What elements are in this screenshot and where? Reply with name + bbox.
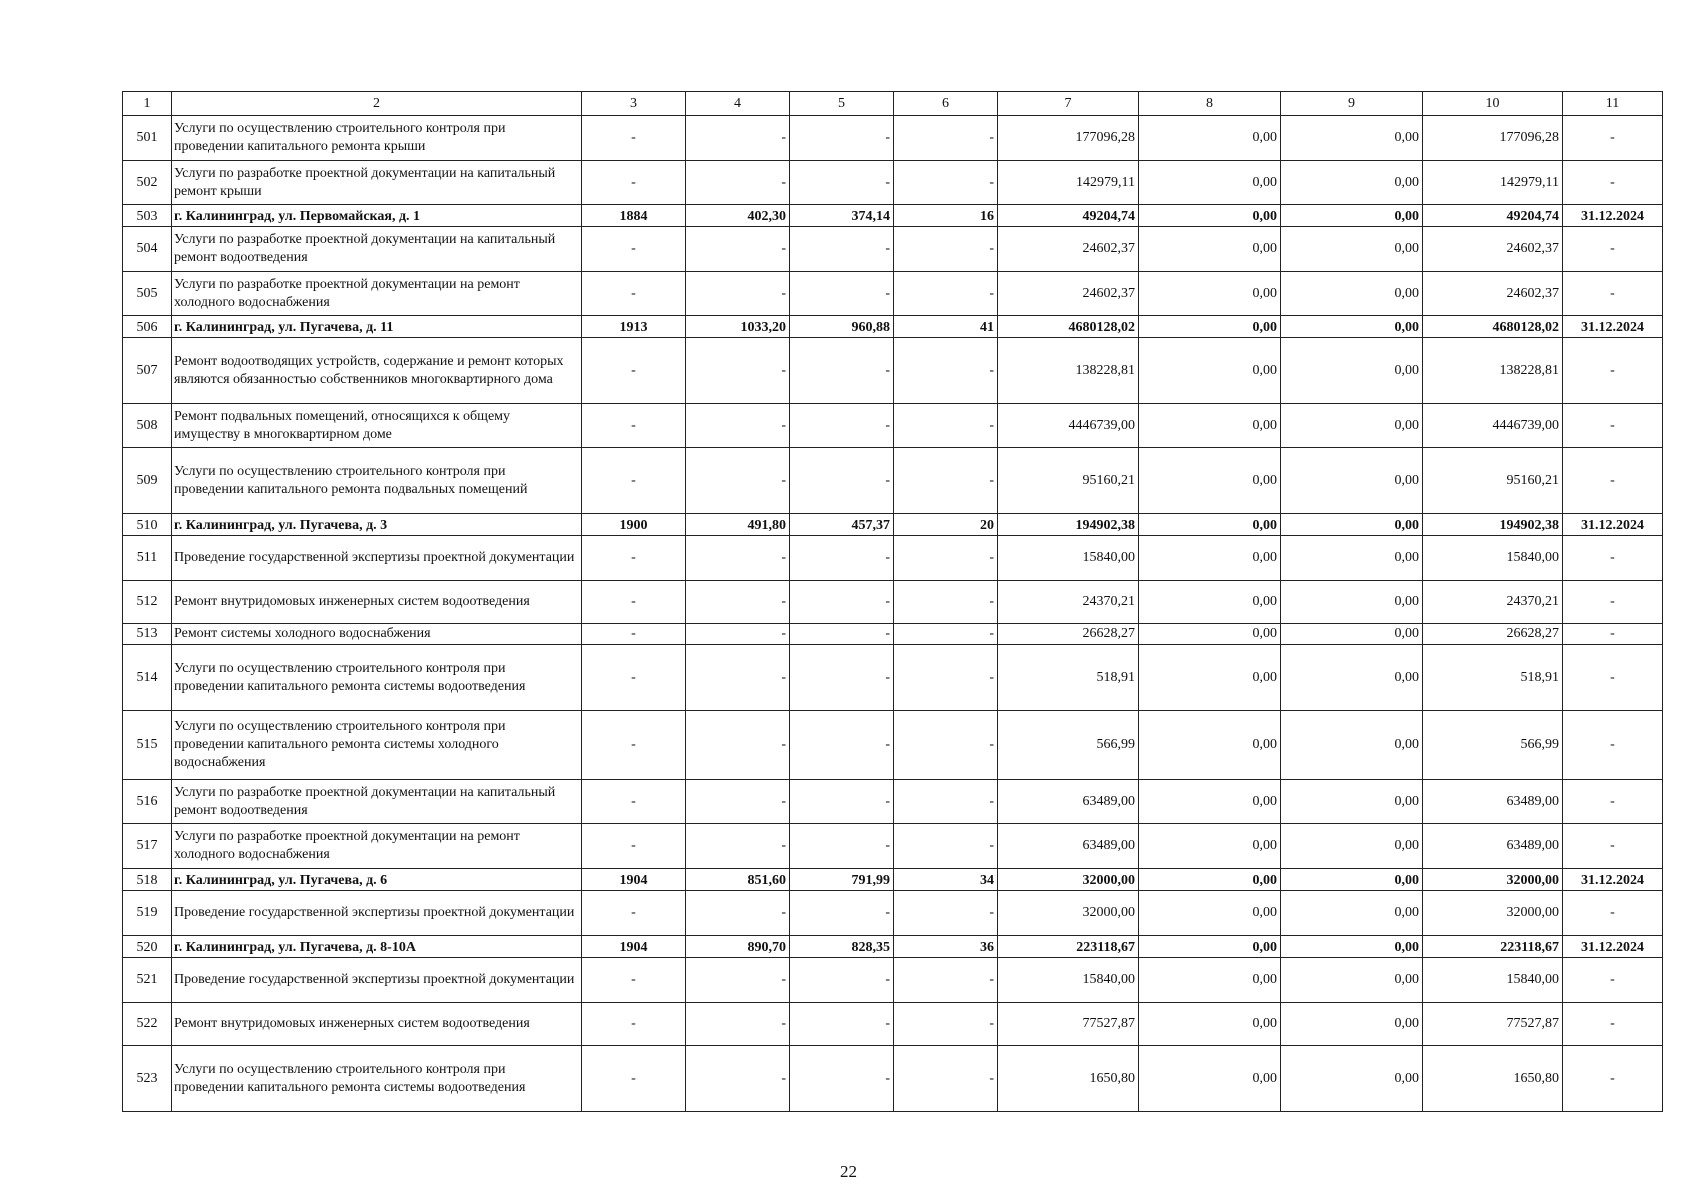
build-year: - [582,581,686,624]
build-year: - [582,958,686,1003]
completion-date: - [1563,161,1663,205]
total-area: - [686,780,790,824]
fund-share: 0,00 [1139,116,1281,161]
completion-date: - [1563,824,1663,869]
completion-date: - [1563,780,1663,824]
column-header: 1 [123,92,172,116]
budget-share: 0,00 [1281,780,1423,824]
row-number: 503 [123,205,172,227]
budget-share: 0,00 [1281,227,1423,272]
budget-share: 0,00 [1281,161,1423,205]
living-area: - [790,116,894,161]
owners-share: 24602,37 [1423,227,1563,272]
address-row [123,514,1663,536]
living-area: - [790,227,894,272]
work-row [123,780,1663,824]
build-year: - [582,116,686,161]
residents-count: - [894,448,998,514]
residents-count: 16 [894,205,998,227]
total-cost: 24602,37 [998,227,1139,272]
total-area: 1033,20 [686,316,790,338]
column-header: 2 [172,92,582,116]
document-sheet [122,91,1663,1112]
owners-share: 24370,21 [1423,581,1563,624]
total-area: 851,60 [686,869,790,891]
build-year: 1904 [582,869,686,891]
build-year: - [582,448,686,514]
total-area: - [686,404,790,448]
total-cost: 32000,00 [998,891,1139,936]
column-header: 10 [1423,92,1563,116]
completion-date: - [1563,645,1663,711]
total-cost: 77527,87 [998,1003,1139,1046]
row-number: 517 [123,824,172,869]
build-year: - [582,536,686,581]
total-cost: 63489,00 [998,824,1139,869]
total-area: - [686,338,790,404]
living-area: - [790,624,894,645]
fund-share: 0,00 [1139,645,1281,711]
total-area: - [686,227,790,272]
fund-share: 0,00 [1139,1046,1281,1112]
total-cost: 49204,74 [998,205,1139,227]
budget-share: 0,00 [1281,869,1423,891]
total-area: - [686,824,790,869]
work-row [123,116,1663,161]
total-cost: 194902,38 [998,514,1139,536]
work-row [123,958,1663,1003]
completion-date: 31.12.2024 [1563,869,1663,891]
work-description: Услуги по осуществлению строительного контроля при проведении капитального ремонта системы холодного водоснабжения [172,711,582,780]
residents-count: - [894,1003,998,1046]
fund-share: 0,00 [1139,1003,1281,1046]
row-number: 522 [123,1003,172,1046]
total-cost: 63489,00 [998,780,1139,824]
column-header: 6 [894,92,998,116]
work-description: Услуги по осуществлению строительного контроля при проведении капитального ремонта системы водоотведения [172,645,582,711]
budget-share: 0,00 [1281,448,1423,514]
living-area: - [790,780,894,824]
total-cost: 26628,27 [998,624,1139,645]
living-area: - [790,824,894,869]
fund-share: 0,00 [1139,711,1281,780]
living-area: - [790,536,894,581]
row-number: 519 [123,891,172,936]
work-row [123,711,1663,780]
row-number: 501 [123,116,172,161]
work-description: Ремонт водоотводящих устройств, содержание и ремонт которых являются обязанностью собственников многоквартирного дома [172,338,582,404]
owners-share: 1650,80 [1423,1046,1563,1112]
completion-date: 31.12.2024 [1563,205,1663,227]
living-area: - [790,448,894,514]
column-header: 11 [1563,92,1663,116]
work-description: Ремонт внутридомовых инженерных систем водоотведения [172,581,582,624]
fund-share: 0,00 [1139,624,1281,645]
work-row [123,645,1663,711]
owners-share: 32000,00 [1423,869,1563,891]
row-number: 507 [123,338,172,404]
residents-count: - [894,116,998,161]
work-description: Ремонт внутридомовых инженерных систем водоотведения [172,1003,582,1046]
completion-date: - [1563,448,1663,514]
living-area: 828,35 [790,936,894,958]
build-year: 1904 [582,936,686,958]
total-cost: 24602,37 [998,272,1139,316]
budget-share: 0,00 [1281,711,1423,780]
owners-share: 63489,00 [1423,824,1563,869]
header-row [123,92,1663,116]
row-number: 523 [123,1046,172,1112]
residents-count: - [894,780,998,824]
fund-share: 0,00 [1139,958,1281,1003]
row-number: 516 [123,780,172,824]
column-header: 5 [790,92,894,116]
total-area: - [686,1046,790,1112]
row-number: 502 [123,161,172,205]
total-area: - [686,448,790,514]
owners-share: 4446739,00 [1423,404,1563,448]
row-number: 520 [123,936,172,958]
work-description: Проведение государственной экспертизы проектной документации [172,891,582,936]
work-description: Услуги по осуществлению строительного контроля при проведении капитального ремонта крыши [172,116,582,161]
residents-count: - [894,404,998,448]
total-area: 491,80 [686,514,790,536]
build-year: - [582,227,686,272]
budget-share: 0,00 [1281,536,1423,581]
budget-share: 0,00 [1281,958,1423,1003]
completion-date: - [1563,711,1663,780]
work-description: Услуги по разработке проектной документации на капитальный ремонт водоотведения [172,780,582,824]
living-area: - [790,404,894,448]
row-number: 509 [123,448,172,514]
budget-share: 0,00 [1281,624,1423,645]
table-body [123,92,1663,1112]
fund-share: 0,00 [1139,824,1281,869]
row-number: 521 [123,958,172,1003]
budget-share: 0,00 [1281,824,1423,869]
total-area: - [686,116,790,161]
work-row [123,448,1663,514]
build-year: 1884 [582,205,686,227]
owners-share: 138228,81 [1423,338,1563,404]
total-area: - [686,624,790,645]
work-description: Ремонт системы холодного водоснабжения [172,624,582,645]
total-area: - [686,645,790,711]
budget-share: 0,00 [1281,514,1423,536]
living-area: - [790,338,894,404]
work-description: г. Калининград, ул. Пугачева, д. 11 [172,316,582,338]
work-description: Услуги по осуществлению строительного контроля при проведении капитального ремонта системы водоотведения [172,1046,582,1112]
living-area: - [790,891,894,936]
completion-date: - [1563,227,1663,272]
owners-share: 15840,00 [1423,958,1563,1003]
completion-date: - [1563,116,1663,161]
fund-share: 0,00 [1139,161,1281,205]
living-area: - [790,711,894,780]
budget-share: 0,00 [1281,316,1423,338]
completion-date: - [1563,891,1663,936]
fund-share: 0,00 [1139,936,1281,958]
residents-count: - [894,161,998,205]
total-area: - [686,891,790,936]
work-row [123,824,1663,869]
budget-share: 0,00 [1281,205,1423,227]
fund-share: 0,00 [1139,514,1281,536]
work-description: г. Калининград, ул. Пугачева, д. 6 [172,869,582,891]
build-year: - [582,711,686,780]
owners-share: 77527,87 [1423,1003,1563,1046]
owners-share: 24602,37 [1423,272,1563,316]
address-row [123,316,1663,338]
budget-share: 0,00 [1281,1046,1423,1112]
residents-count: - [894,891,998,936]
owners-share: 26628,27 [1423,624,1563,645]
build-year: - [582,824,686,869]
completion-date: - [1563,1046,1663,1112]
total-area: - [686,581,790,624]
work-description: Услуги по осуществлению строительного контроля при проведении капитального ремонта подвальных помещений [172,448,582,514]
living-area: 374,14 [790,205,894,227]
living-area: - [790,272,894,316]
residents-count: 41 [894,316,998,338]
budget-share: 0,00 [1281,891,1423,936]
fund-share: 0,00 [1139,205,1281,227]
row-number: 504 [123,227,172,272]
fund-share: 0,00 [1139,891,1281,936]
work-row [123,1003,1663,1046]
completion-date: 31.12.2024 [1563,514,1663,536]
completion-date: - [1563,581,1663,624]
budget-share: 0,00 [1281,936,1423,958]
fund-share: 0,00 [1139,272,1281,316]
column-header: 9 [1281,92,1423,116]
owners-share: 32000,00 [1423,891,1563,936]
owners-share: 566,99 [1423,711,1563,780]
living-area: - [790,1003,894,1046]
build-year: - [582,161,686,205]
address-row [123,936,1663,958]
owners-share: 63489,00 [1423,780,1563,824]
work-description: Ремонт подвальных помещений, относящихся к общему имуществу в многоквартирном доме [172,404,582,448]
build-year: - [582,338,686,404]
fund-share: 0,00 [1139,869,1281,891]
address-row [123,869,1663,891]
work-row [123,624,1663,645]
budget-share: 0,00 [1281,581,1423,624]
row-number: 514 [123,645,172,711]
address-row [123,205,1663,227]
residents-count: - [894,711,998,780]
completion-date: - [1563,536,1663,581]
work-row [123,536,1663,581]
total-area: - [686,711,790,780]
work-row [123,338,1663,404]
completion-date: - [1563,272,1663,316]
living-area: 960,88 [790,316,894,338]
work-description: Проведение государственной экспертизы проектной документации [172,536,582,581]
owners-share: 518,91 [1423,645,1563,711]
page-number: 22 [840,1162,857,1181]
residents-count: 34 [894,869,998,891]
work-row [123,404,1663,448]
owners-share: 194902,38 [1423,514,1563,536]
work-description: Услуги по разработке проектной документации на капитальный ремонт водоотведения [172,227,582,272]
completion-date: - [1563,1003,1663,1046]
living-area: 791,99 [790,869,894,891]
total-area: 402,30 [686,205,790,227]
work-description: г. Калининград, ул. Первомайская, д. 1 [172,205,582,227]
total-area: - [686,958,790,1003]
completion-date: 31.12.2024 [1563,936,1663,958]
fund-share: 0,00 [1139,404,1281,448]
residents-count: - [894,958,998,1003]
work-description: Услуги по разработке проектной документации на ремонт холодного водоснабжения [172,272,582,316]
work-description: Услуги по разработке проектной документации на ремонт холодного водоснабжения [172,824,582,869]
completion-date: - [1563,404,1663,448]
residents-count: - [894,338,998,404]
total-cost: 566,99 [998,711,1139,780]
completion-date: 31.12.2024 [1563,316,1663,338]
total-area: - [686,1003,790,1046]
living-area: - [790,1046,894,1112]
total-cost: 15840,00 [998,536,1139,581]
residents-count: - [894,645,998,711]
residents-count: - [894,536,998,581]
living-area: - [790,581,894,624]
residents-count: - [894,824,998,869]
total-cost: 4680128,02 [998,316,1139,338]
fund-share: 0,00 [1139,536,1281,581]
residents-count: - [894,227,998,272]
work-description: Проведение государственной экспертизы проектной документации [172,958,582,1003]
total-area: - [686,272,790,316]
budget-share: 0,00 [1281,645,1423,711]
total-cost: 15840,00 [998,958,1139,1003]
build-year: - [582,272,686,316]
total-cost: 142979,11 [998,161,1139,205]
residents-count: - [894,1046,998,1112]
owners-share: 142979,11 [1423,161,1563,205]
living-area: 457,37 [790,514,894,536]
work-row [123,272,1663,316]
fund-share: 0,00 [1139,448,1281,514]
row-number: 515 [123,711,172,780]
completion-date: - [1563,958,1663,1003]
residents-count: - [894,624,998,645]
build-year: - [582,1046,686,1112]
budget-share: 0,00 [1281,116,1423,161]
total-cost: 223118,67 [998,936,1139,958]
residents-count: - [894,581,998,624]
build-year: - [582,624,686,645]
total-cost: 518,91 [998,645,1139,711]
owners-share: 49204,74 [1423,205,1563,227]
work-description: Услуги по разработке проектной документации на капитальный ремонт крыши [172,161,582,205]
owners-share: 95160,21 [1423,448,1563,514]
owners-share: 223118,67 [1423,936,1563,958]
row-number: 508 [123,404,172,448]
living-area: - [790,958,894,1003]
build-year: - [582,891,686,936]
build-year: - [582,780,686,824]
fund-share: 0,00 [1139,581,1281,624]
owners-share: 177096,28 [1423,116,1563,161]
fund-share: 0,00 [1139,316,1281,338]
fund-share: 0,00 [1139,338,1281,404]
column-header: 8 [1139,92,1281,116]
total-cost: 95160,21 [998,448,1139,514]
works-table [122,91,1663,1112]
column-header: 7 [998,92,1139,116]
row-number: 512 [123,581,172,624]
fund-share: 0,00 [1139,780,1281,824]
budget-share: 0,00 [1281,1003,1423,1046]
build-year: - [582,645,686,711]
build-year: 1900 [582,514,686,536]
total-area: - [686,536,790,581]
total-cost: 4446739,00 [998,404,1139,448]
total-area: - [686,161,790,205]
row-number: 505 [123,272,172,316]
row-number: 506 [123,316,172,338]
row-number: 518 [123,869,172,891]
fund-share: 0,00 [1139,227,1281,272]
work-row [123,1046,1663,1112]
total-cost: 24370,21 [998,581,1139,624]
budget-share: 0,00 [1281,272,1423,316]
row-number: 513 [123,624,172,645]
total-area: 890,70 [686,936,790,958]
total-cost: 32000,00 [998,869,1139,891]
total-cost: 1650,80 [998,1046,1139,1112]
total-cost: 177096,28 [998,116,1139,161]
work-description: г. Калининград, ул. Пугачева, д. 3 [172,514,582,536]
work-row [123,227,1663,272]
owners-share: 15840,00 [1423,536,1563,581]
work-row [123,581,1663,624]
completion-date: - [1563,338,1663,404]
build-year: - [582,404,686,448]
budget-share: 0,00 [1281,404,1423,448]
work-row [123,161,1663,205]
work-description: г. Калининград, ул. Пугачева, д. 8-10А [172,936,582,958]
residents-count: 20 [894,514,998,536]
row-number: 510 [123,514,172,536]
owners-share: 4680128,02 [1423,316,1563,338]
living-area: - [790,645,894,711]
residents-count: - [894,272,998,316]
work-row [123,891,1663,936]
column-header: 4 [686,92,790,116]
row-number: 511 [123,536,172,581]
budget-share: 0,00 [1281,338,1423,404]
residents-count: 36 [894,936,998,958]
build-year: 1913 [582,316,686,338]
living-area: - [790,161,894,205]
total-cost: 138228,81 [998,338,1139,404]
column-header: 3 [582,92,686,116]
build-year: - [582,1003,686,1046]
completion-date: - [1563,624,1663,645]
